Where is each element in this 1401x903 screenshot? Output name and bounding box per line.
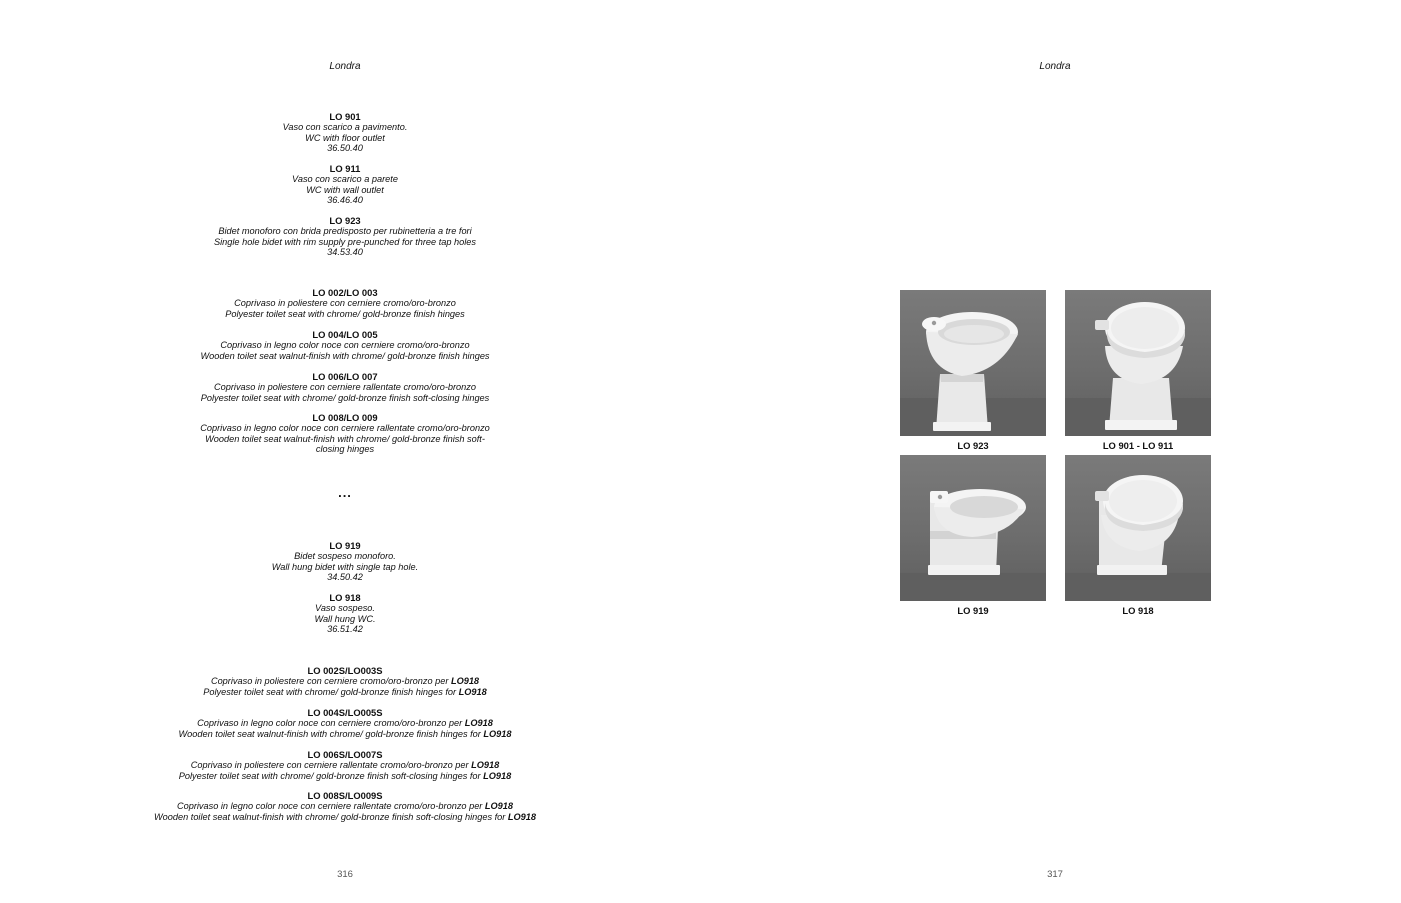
product-reference: LO918	[464, 718, 493, 729]
description-en-text: Wooden toilet seat walnut-finish with chrome/ gold-bronze finish hinges for	[178, 728, 484, 739]
product-code: LO 901	[329, 111, 361, 122]
product-code: LO 004S/LO005S	[307, 707, 383, 718]
description-en-continued: closing hinges	[315, 444, 375, 455]
product-photo-wall-hung-wc	[1065, 455, 1211, 601]
product-code: LO 006S/LO007S	[307, 749, 383, 760]
product-reference: LO918	[507, 811, 536, 822]
product-entry	[90, 330, 600, 361]
product-reference: LO918	[458, 686, 487, 697]
page-number: 317	[1047, 869, 1063, 880]
description-en	[90, 687, 600, 697]
dimensions: 34.50.42	[327, 572, 363, 583]
product-reference: LO918	[483, 728, 512, 739]
description-it	[90, 760, 600, 770]
description-it: Coprivaso in legno color noce con cerniere cromo/oro-bronzo	[220, 340, 470, 351]
product-entry	[90, 216, 600, 258]
wall-hung-wc-illustration	[1065, 455, 1211, 601]
product-entry	[90, 708, 600, 739]
product-code: LO 008S/LO009S	[307, 790, 383, 801]
product-entry	[90, 593, 600, 635]
description-it: Coprivaso in poliestere con cerniere cromo/oro-bronzo	[234, 298, 456, 309]
description-en	[90, 812, 600, 822]
description-it-text: Coprivaso in legno color noce con cerniere rallentate cromo/oro-bronzo per	[176, 801, 485, 812]
description-en: Wooden toilet seat walnut-finish with chrome/ gold-bronze finish hinges	[200, 350, 490, 361]
product-entry	[90, 666, 600, 697]
product-reference: LO918	[484, 801, 514, 812]
description-en: WC with wall outlet	[306, 184, 384, 195]
ellipsis: ...	[338, 485, 352, 500]
series-title: Londra	[329, 61, 361, 72]
photo-caption: LO 919	[957, 605, 989, 616]
description-it: Vaso sospeso.	[315, 603, 375, 614]
product-entry	[90, 372, 600, 403]
page-number: 316	[337, 869, 353, 880]
wall-hung-bidet-illustration	[900, 455, 1046, 601]
dimensions: 36.51.42	[327, 624, 363, 635]
description-en: Polyester toilet seat with chrome/ gold-bronze finish soft-closing hinges	[200, 392, 490, 403]
dimensions: 36.50.40	[327, 143, 363, 154]
floor-bidet-illustration	[900, 290, 1046, 436]
product-entry	[90, 164, 600, 206]
description-en: Wooden toilet seat walnut-finish with chrome/ gold-bronze finish soft-	[205, 433, 485, 444]
description-en	[90, 729, 600, 739]
product-reference: LO918	[450, 676, 480, 687]
photo-caption: LO 901 - LO 911	[1102, 440, 1174, 451]
description-en	[90, 771, 600, 781]
description-it: Bidet sospeso monoforo.	[294, 551, 396, 562]
product-code: LO 919	[329, 540, 361, 551]
description-it: Coprivaso in poliestere con cerniere rallentate cromo/oro-bronzo	[214, 382, 476, 393]
description-en-text: Polyester toilet seat with chrome/ gold-bronze finish soft-closing hinges for	[178, 770, 484, 781]
product-entry	[90, 791, 600, 822]
product-code: LO 002/LO 003	[312, 287, 378, 298]
description-en-text: Polyester toilet seat with chrome/ gold-bronze finish hinges for	[203, 686, 459, 697]
photo-caption: LO 918	[1122, 605, 1154, 616]
product-entry	[90, 541, 600, 583]
product-code: LO 911	[329, 163, 361, 174]
description-it: Bidet monoforo con brida predisposto per rubinetteria a tre fori	[218, 226, 472, 237]
description-it-text: Coprivaso in legno color noce con cerniere cromo/oro-bronzo per	[197, 718, 465, 729]
series-title: Londra	[1039, 61, 1071, 72]
dimensions: 34.53.40	[327, 247, 363, 258]
description-en: WC with floor outlet	[305, 132, 385, 143]
description-en: Wall hung bidet with single tap hole.	[271, 561, 419, 572]
dimensions: 36.46.40	[327, 195, 363, 206]
photo-caption: LO 923	[957, 440, 989, 451]
description-it-text: Coprivaso in poliestere con cerniere rallentate cromo/oro-bronzo per	[190, 760, 472, 771]
product-photo-floor-wc	[1065, 290, 1211, 436]
product-photo-wall-hung-bidet	[900, 455, 1046, 601]
description-it	[90, 676, 600, 686]
description-en: Single hole bidet with rim supply pre-punched for three tap holes	[214, 236, 476, 247]
description-it: Vaso con scarico a parete	[292, 174, 398, 185]
description-it: Vaso con scarico a pavimento.	[282, 122, 408, 133]
product-code: LO 002S/LO003S	[307, 665, 383, 676]
left-page	[0, 0, 700, 903]
product-reference: LO918	[471, 760, 500, 771]
product-code: LO 006/LO 007	[312, 371, 378, 382]
description-it: Coprivaso in legno color noce con cerniere rallentate cromo/oro-bronzo	[200, 423, 490, 434]
description-en: Polyester toilet seat with chrome/ gold-bronze finish hinges	[225, 308, 465, 319]
product-reference: LO918	[483, 770, 512, 781]
description-en: Wall hung WC.	[314, 613, 376, 624]
product-code: LO 918	[329, 592, 361, 603]
product-entry	[90, 750, 600, 781]
product-entry	[90, 413, 600, 455]
description-en-text: Wooden toilet seat walnut-finish with chrome/ gold-bronze finish soft-closing hinges for	[154, 811, 508, 822]
description-it-text: Coprivaso in poliestere con cerniere cromo/oro-bronzo per	[210, 676, 451, 687]
product-entry	[90, 112, 600, 154]
product-code: LO 004/LO 005	[312, 329, 378, 340]
product-code: LO 008/LO 009	[312, 412, 378, 423]
product-entry	[90, 288, 600, 319]
description-it	[90, 718, 600, 728]
product-code: LO 923	[329, 215, 361, 226]
right-page	[700, 0, 1401, 903]
description-it	[90, 801, 600, 811]
product-photo-floor-bidet	[900, 290, 1046, 436]
floor-wc-illustration	[1065, 290, 1211, 436]
